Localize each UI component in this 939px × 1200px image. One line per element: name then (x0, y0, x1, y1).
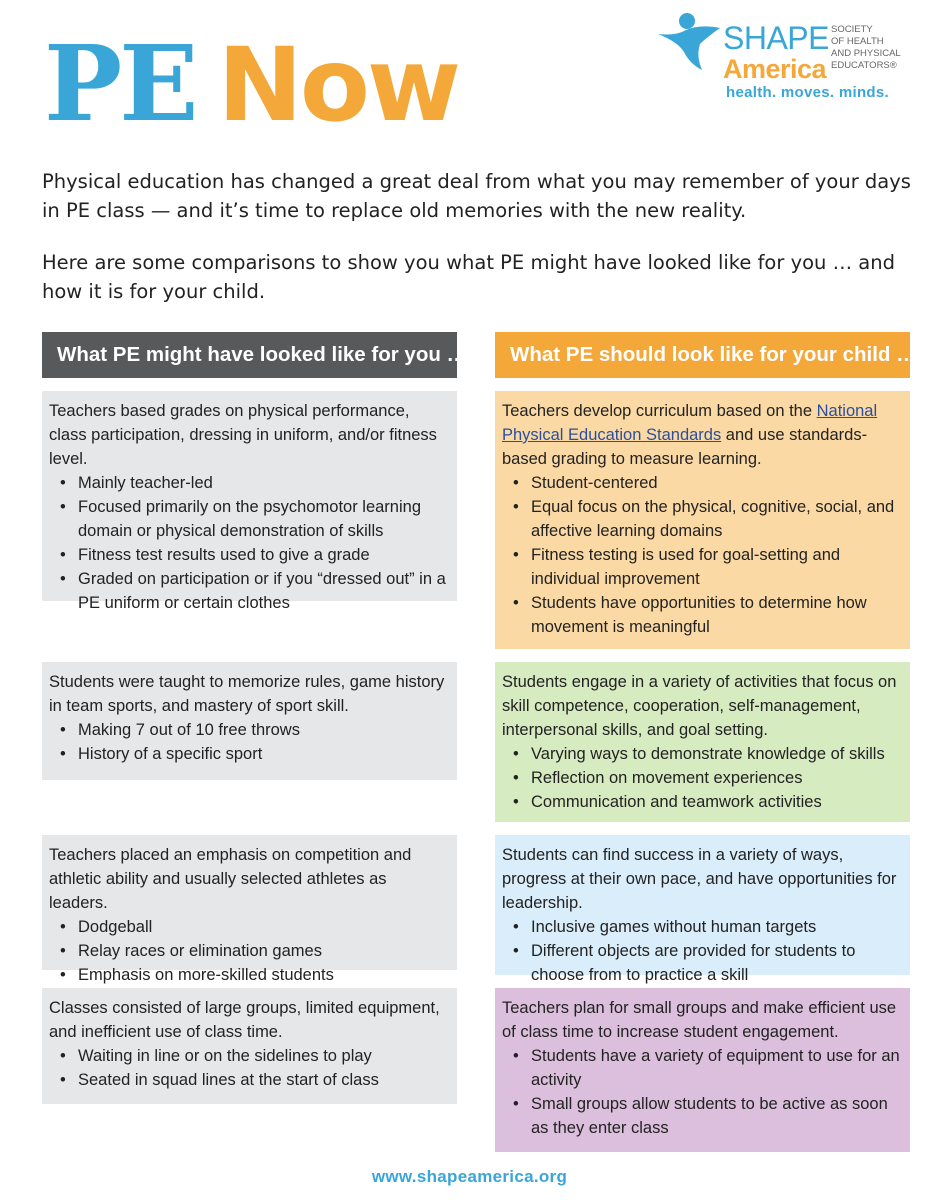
comparison-box-now-1 (495, 391, 910, 649)
list-item: • Students have opportunities to determine how movement is meaningful (502, 591, 902, 639)
list-item: • Seated in squad lines at the start of class (49, 1068, 449, 1092)
list-item: • Waiting in line or on the sidelines to play (49, 1044, 449, 1068)
box-text: Teachers develop curriculum based on the National Physical Education Standards and use standards-based grading to measure learning. (502, 402, 878, 468)
list-item: • Equal focus on the physical, cognitive, social, and affective learning domains (502, 495, 902, 543)
list-item: • History of a specific sport (49, 742, 449, 766)
comparison-box-then-1 (42, 391, 457, 612)
box-text: Teachers based grades on physical performance, class participation, dressing in uniform, and/or fitness level. (49, 402, 437, 468)
intro-paragraph-1: Physical education has changed a great deal from what you may remember of your days in PE class — and it’s time to replace old memories with the new reality. (42, 170, 911, 222)
bullet-list (502, 742, 902, 814)
national-standards-link[interactable]: National Physical Education Standards (502, 402, 878, 444)
logo-shape-text: SHAPE (723, 20, 829, 56)
list-item: • Different objects are provided for students to choose from to practice a skill (502, 939, 902, 987)
list-item: • Varying ways to demonstrate knowledge of skills (502, 742, 902, 766)
list-item: • Inclusive games without human targets (502, 915, 902, 939)
list-item: • Making 7 out of 10 free throws (49, 718, 449, 742)
list-item: • Dodgeball (49, 915, 449, 939)
list-item: • Students have a variety of equipment to use for an activity (502, 1044, 902, 1092)
box-text: Teachers placed an emphasis on competition and athletic ability and usually selected athletes as leaders. (49, 846, 412, 912)
comparison-box-then-4 (42, 988, 457, 1104)
bullet-list (502, 1044, 902, 1140)
bullet-list (502, 471, 902, 639)
comparison-box-now-4 (495, 988, 910, 1152)
title-now: Now (217, 26, 459, 145)
list-item: • Graded on participation or if you “dressed out” in a PE uniform or certain clothes (49, 567, 449, 615)
box-text: Classes consisted of large groups, limited equipment, and inefficient use of class time. (49, 999, 440, 1041)
list-item: • Fitness test results used to give a grade (49, 543, 449, 567)
list-item: • Relay races or elimination games (49, 939, 449, 963)
box-text: Students can find success in a variety of ways, progress at their own pace, and have opportunities for leadership. (502, 846, 897, 912)
website-link[interactable]: www.shapeamerica.org (371, 1167, 568, 1186)
bullet-list (49, 718, 449, 766)
list-item: • Small groups allow students to be active as soon as they enter class (502, 1092, 902, 1140)
list-item: • Focused primarily on the psychomotor learning domain or physical demonstration of skills (49, 495, 449, 543)
logo-tagline: health. moves. minds. (726, 84, 890, 101)
list-item: • Student-centered (502, 471, 902, 495)
box-text: Teachers plan for small groups and make efficient use of class time to increase student engagement. (502, 999, 897, 1041)
page-title (44, 22, 459, 145)
logo-society-text: SOCIETY OF HEALTH AND PHYSICAL EDUCATORS® (831, 24, 901, 71)
list-item: • Fitness testing is used for goal-setting and individual improvement (502, 543, 902, 591)
list-item: • Communication and teamwork activities (502, 790, 902, 814)
box-text: Students were taught to memorize rules, game history in team sports, and mastery of sport skill. (49, 673, 445, 715)
list-item: • Mainly teacher-led (49, 471, 449, 495)
intro-paragraph-2: Here are some comparisons to show you what PE might have looked like for you … and how it is for your child. (42, 251, 895, 303)
logo-america-text: America (723, 54, 827, 84)
box-text: Students engage in a variety of activities that focus on skill competence, cooperation, self-management, interpersonal skills, and goal setting. (502, 673, 897, 739)
column-header-now: What PE should look like for your child … (495, 332, 910, 378)
bullet-list (49, 915, 449, 987)
person-figure-icon (656, 12, 722, 74)
comparison-box-now-2 (495, 662, 910, 822)
list-item: • Reflection on movement experiences (502, 766, 902, 790)
list-item: • Emphasis on more-skilled students (49, 963, 449, 987)
bullet-list (49, 471, 449, 615)
comparison-box-now-3 (495, 835, 910, 984)
title-pe: PE (44, 22, 196, 145)
column-header-then: What PE might have looked like for you … (42, 332, 457, 378)
comparison-box-then-3 (42, 835, 457, 984)
bullet-list (502, 915, 902, 987)
shape-america-logo (656, 10, 926, 105)
bullet-list (49, 1044, 449, 1092)
comparison-box-then-2 (42, 662, 457, 780)
